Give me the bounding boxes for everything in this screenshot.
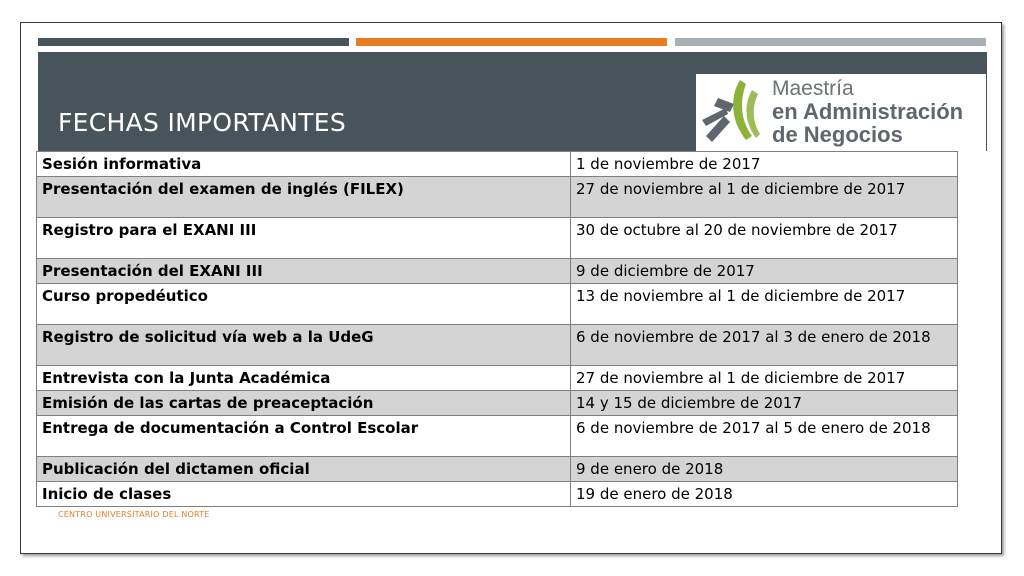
event-cell: Presentación del EXANI III	[37, 259, 571, 284]
logo-text-line2: en Administración	[772, 99, 964, 124]
event-cell: Curso propedéutico	[37, 284, 571, 325]
event-cell: Inicio de clases	[37, 482, 571, 507]
event-cell: Entrevista con la Junta Académica	[37, 366, 571, 391]
event-cell: Sesión informativa	[37, 152, 571, 177]
date-cell: 1 de noviembre de 2017	[571, 152, 958, 177]
accent-bar-orange	[356, 38, 667, 46]
logo-text-line3: de Negocios	[772, 122, 903, 147]
important-dates-table	[36, 151, 958, 507]
table-row	[37, 457, 958, 482]
logo-mark-icon	[700, 76, 762, 148]
date-cell: 27 de noviembre al 1 de diciembre de 2017	[571, 366, 958, 391]
table-row	[37, 177, 958, 218]
table-row	[37, 152, 958, 177]
table-row	[37, 366, 958, 391]
table-row	[37, 284, 958, 325]
date-cell: 27 de noviembre al 1 de diciembre de 2017	[571, 177, 958, 218]
table-row	[37, 259, 958, 284]
date-cell: 13 de noviembre al 1 de diciembre de 2017	[571, 284, 958, 325]
date-cell: 9 de diciembre de 2017	[571, 259, 958, 284]
slide-title: FECHAS IMPORTANTES	[58, 108, 347, 137]
date-cell: 6 de noviembre de 2017 al 3 de enero de 2018	[571, 325, 958, 366]
accent-bar-dark	[38, 38, 349, 46]
event-cell: Registro para el EXANI III	[37, 218, 571, 259]
date-cell: 30 de octubre al 20 de noviembre de 2017	[571, 218, 958, 259]
table-row	[37, 416, 958, 457]
date-cell: 9 de enero de 2018	[571, 457, 958, 482]
event-cell: Emisión de las cartas de preaceptación	[37, 391, 571, 416]
event-cell: Publicación del dictamen oficial	[37, 457, 571, 482]
event-cell: Registro de solicitud vía web a la UdeG	[37, 325, 571, 366]
table-row	[37, 325, 958, 366]
accent-bar-gray	[675, 38, 986, 46]
date-cell: 6 de noviembre de 2017 al 5 de enero de 2018	[571, 416, 958, 457]
logo-text-line1: Maestría	[772, 77, 854, 100]
footer-text: CENTRO UNIVERSITARIO DEL NORTE	[58, 510, 210, 519]
date-cell: 14 y 15 de diciembre de 2017	[571, 391, 958, 416]
date-cell: 19 de enero de 2018	[571, 482, 958, 507]
table-row	[37, 218, 958, 259]
table-row	[37, 482, 958, 507]
event-cell: Presentación del examen de inglés (FILEX)	[37, 177, 571, 218]
table-row	[37, 391, 958, 416]
event-cell: Entrega de documentación a Control Escolar	[37, 416, 571, 457]
program-logo	[696, 74, 986, 151]
